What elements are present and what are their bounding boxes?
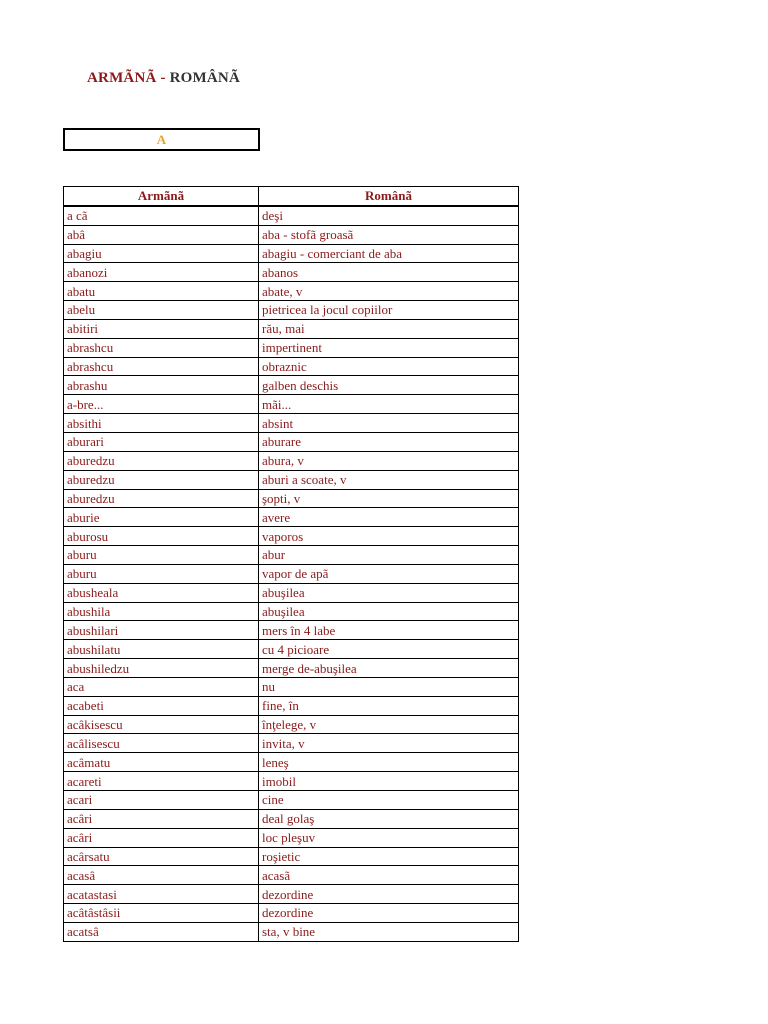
table-row — [64, 677, 519, 696]
cell-aromanian: acareti — [64, 772, 259, 791]
cell-aromanian: abrashcu — [64, 357, 259, 376]
cell-aromanian: abelu — [64, 301, 259, 320]
cell-romanian: aba - stofã groasã — [259, 225, 519, 244]
cell-aromanian: acâtâstâsii — [64, 904, 259, 923]
table-row — [64, 282, 519, 301]
table-row — [64, 715, 519, 734]
cell-aromanian: aburu — [64, 564, 259, 583]
cell-romanian: invita, v — [259, 734, 519, 753]
dictionary-table — [63, 186, 519, 942]
cell-aromanian: acâmatu — [64, 753, 259, 772]
cell-romanian: abura, v — [259, 451, 519, 470]
table-row — [64, 734, 519, 753]
cell-aromanian: abushilatu — [64, 640, 259, 659]
cell-romanian: galben deschis — [259, 376, 519, 395]
cell-aromanian: aburedzu — [64, 470, 259, 489]
cell-aromanian: a cã — [64, 206, 259, 225]
cell-aromanian: aburari — [64, 432, 259, 451]
cell-romanian: vapor de apã — [259, 564, 519, 583]
table-row — [64, 602, 519, 621]
title-aromanian: ARMÃNÃ — [87, 70, 157, 86]
table-row — [64, 432, 519, 451]
table-row — [64, 828, 519, 847]
cell-romanian: înţelege, v — [259, 715, 519, 734]
cell-aromanian: aburedzu — [64, 489, 259, 508]
cell-romanian: merge de-abuşilea — [259, 659, 519, 678]
cell-romanian: dezordine — [259, 885, 519, 904]
table-row — [64, 847, 519, 866]
cell-romanian: acasã — [259, 866, 519, 885]
cell-aromanian: acâri — [64, 809, 259, 828]
table-row — [64, 301, 519, 320]
cell-aromanian: abushilari — [64, 621, 259, 640]
table-row — [64, 564, 519, 583]
cell-aromanian: acâlisescu — [64, 734, 259, 753]
section-letter-box — [63, 128, 260, 151]
table-row — [64, 395, 519, 414]
cell-aromanian: abushiledzu — [64, 659, 259, 678]
table-row — [64, 451, 519, 470]
column-header-aromanian: Armãnã — [64, 187, 259, 206]
cell-romanian: avere — [259, 508, 519, 527]
table-row — [64, 319, 519, 338]
table-row — [64, 263, 519, 282]
cell-aromanian: acasâ — [64, 866, 259, 885]
table-row — [64, 338, 519, 357]
page-title — [87, 70, 240, 87]
cell-aromanian: a-bre... — [64, 395, 259, 414]
table-header-row — [64, 187, 519, 206]
cell-aromanian: abâ — [64, 225, 259, 244]
table-row — [64, 546, 519, 565]
table-row — [64, 527, 519, 546]
cell-aromanian: aca — [64, 677, 259, 696]
cell-aromanian: acârsatu — [64, 847, 259, 866]
column-header-romanian: Românã — [259, 187, 519, 206]
title-separator: - — [156, 70, 170, 86]
cell-romanian: absint — [259, 414, 519, 433]
table-row — [64, 640, 519, 659]
cell-romanian: obraznic — [259, 357, 519, 376]
table-row — [64, 866, 519, 885]
table-row — [64, 791, 519, 810]
cell-aromanian: aburedzu — [64, 451, 259, 470]
table-row — [64, 414, 519, 433]
cell-romanian: cine — [259, 791, 519, 810]
cell-aromanian: aburie — [64, 508, 259, 527]
cell-romanian: rău, mai — [259, 319, 519, 338]
cell-romanian: abur — [259, 546, 519, 565]
cell-romanian: roşietic — [259, 847, 519, 866]
title-romanian: ROMÂNÃ — [169, 70, 240, 86]
cell-romanian: vaporos — [259, 527, 519, 546]
cell-aromanian: acabeti — [64, 696, 259, 715]
cell-aromanian: aburu — [64, 546, 259, 565]
cell-romanian: pietricea la jocul copiilor — [259, 301, 519, 320]
table-row — [64, 904, 519, 923]
cell-aromanian: abanozi — [64, 263, 259, 282]
cell-romanian: mãi... — [259, 395, 519, 414]
table-row — [64, 244, 519, 263]
cell-romanian: nu — [259, 677, 519, 696]
cell-romanian: dezordine — [259, 904, 519, 923]
table-row — [64, 809, 519, 828]
cell-aromanian: aburosu — [64, 527, 259, 546]
cell-aromanian: acatsâ — [64, 922, 259, 941]
cell-romanian: mers în 4 labe — [259, 621, 519, 640]
table-row — [64, 922, 519, 941]
cell-romanian: aburi a scoate, v — [259, 470, 519, 489]
table-row — [64, 772, 519, 791]
cell-aromanian: abatu — [64, 282, 259, 301]
cell-romanian: imobil — [259, 772, 519, 791]
table-row — [64, 659, 519, 678]
cell-aromanian: acâri — [64, 828, 259, 847]
cell-romanian: deal golaş — [259, 809, 519, 828]
table-row — [64, 470, 519, 489]
cell-aromanian: abusheala — [64, 583, 259, 602]
section-letter: A — [156, 132, 167, 147]
cell-romanian: abate, v — [259, 282, 519, 301]
table-row — [64, 489, 519, 508]
cell-aromanian: abushila — [64, 602, 259, 621]
cell-romanian: abanos — [259, 263, 519, 282]
cell-romanian: leneş — [259, 753, 519, 772]
table-row — [64, 508, 519, 527]
table-row — [64, 357, 519, 376]
cell-romanian: aburare — [259, 432, 519, 451]
cell-romanian: deşi — [259, 206, 519, 225]
cell-aromanian: acatastasi — [64, 885, 259, 904]
cell-aromanian: acari — [64, 791, 259, 810]
table-row — [64, 206, 519, 225]
cell-romanian: sta, v bine — [259, 922, 519, 941]
cell-romanian: abuşilea — [259, 583, 519, 602]
cell-aromanian: acâkisescu — [64, 715, 259, 734]
cell-romanian: şopti, v — [259, 489, 519, 508]
table-row — [64, 885, 519, 904]
cell-aromanian: abrashu — [64, 376, 259, 395]
cell-aromanian: abagiu — [64, 244, 259, 263]
cell-romanian: cu 4 picioare — [259, 640, 519, 659]
cell-romanian: loc pleşuv — [259, 828, 519, 847]
dictionary-body — [64, 206, 519, 941]
table-row — [64, 753, 519, 772]
cell-romanian: abagiu - comerciant de aba — [259, 244, 519, 263]
table-row — [64, 583, 519, 602]
cell-romanian: fine, în — [259, 696, 519, 715]
cell-romanian: impertinent — [259, 338, 519, 357]
cell-romanian: abuşilea — [259, 602, 519, 621]
table-row — [64, 621, 519, 640]
table-row — [64, 696, 519, 715]
cell-aromanian: abitiri — [64, 319, 259, 338]
table-row — [64, 376, 519, 395]
cell-aromanian: absithi — [64, 414, 259, 433]
table-row — [64, 225, 519, 244]
cell-aromanian: abrashcu — [64, 338, 259, 357]
